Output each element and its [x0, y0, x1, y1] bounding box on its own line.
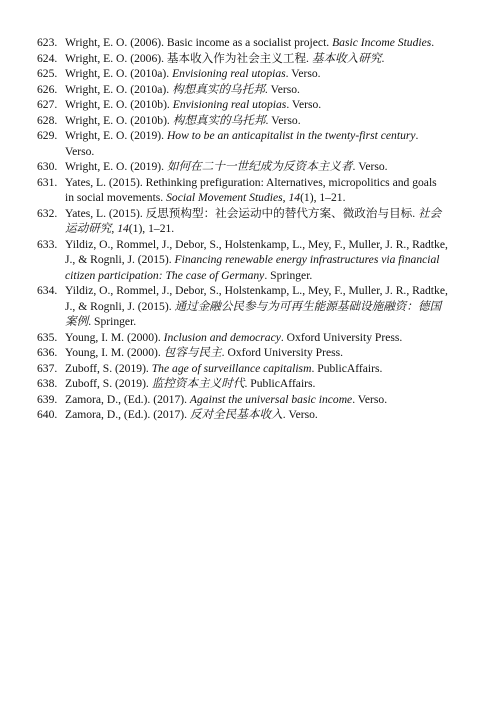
reference-number: 631.	[37, 175, 58, 189]
reference-number: 624.	[37, 51, 58, 65]
reference-entry	[37, 345, 448, 361]
reference-text	[65, 113, 448, 129]
reference-segment: . Verso.	[282, 408, 318, 421]
reference-segment: .	[431, 36, 435, 49]
reference-segment: Zuboff, S. (2019).	[65, 377, 152, 390]
reference-italic-segment: Against the universal basic income	[189, 392, 353, 406]
reference-segment: . Verso.	[352, 392, 388, 406]
reference-italic-segment: 社会运动研究	[65, 206, 442, 235]
reference-segment: Wright, E. O. (2006). Basic income as a socialist project.	[65, 36, 333, 49]
reference-segment: . PublicAffairs.	[311, 361, 383, 375]
reference-number: 629.	[37, 129, 58, 142]
reference-entry	[37, 237, 448, 284]
reference-number: 638.	[37, 377, 58, 390]
reference-segment: . Verso.	[65, 129, 419, 158]
reference-text	[65, 206, 448, 237]
reference-entry	[37, 206, 448, 237]
reference-italic-segment: Envisioning real utopias	[172, 98, 287, 111]
reference-segment: Yates, L. (2015). 反思预构型：社会运动中的替代方案、微政治与目标.	[65, 206, 419, 220]
reference-segment: (1), 1–21.	[300, 191, 346, 204]
reference-number: 623.	[37, 36, 58, 49]
reference-entry	[37, 159, 448, 175]
reference-italic-segment: 构想真实的乌托邦	[172, 82, 265, 96]
reference-entry	[37, 361, 448, 377]
reference-text	[65, 128, 448, 159]
reference-segment: Wright, E. O. (2019).	[65, 160, 167, 173]
reference-italic-segment: How to be an anticapitalist in the twenty-first century	[166, 129, 416, 142]
reference-entry	[37, 283, 448, 330]
reference-segment: Wright, E. O. (2010a).	[65, 67, 173, 80]
reference-italic-segment: 基本收入研究	[311, 51, 382, 65]
reference-segment: Zuboff, S. (2019).	[65, 361, 152, 375]
reference-italic-segment: 构想真实的乌托邦	[172, 113, 266, 127]
reference-segment: ,	[111, 222, 118, 235]
reference-italic-segment: 反对全民基本收入	[189, 408, 283, 421]
reference-entry	[37, 113, 448, 129]
reference-segment: Wright, E. O. (2019).	[65, 129, 167, 142]
reference-italic-segment: 包容与民主	[163, 346, 222, 359]
reference-entry	[37, 175, 448, 206]
reference-segment: Wright, E. O. (2010b).	[65, 113, 173, 127]
reference-segment: Yildiz, O., Rommel, J., Debor, S., Holstenkamp, L., Mey, F., Muller, J. R., Radtke, J., & Rognli, J. (2015).	[65, 284, 448, 313]
reference-number: 630.	[37, 160, 58, 173]
reference-text	[65, 159, 448, 175]
reference-text	[65, 330, 448, 346]
reference-segment: (1), 1–21.	[128, 222, 175, 235]
reference-list	[37, 35, 448, 423]
reference-segment: Wright, E. O. (2006). 基本收入作为社会主义工程.	[65, 51, 312, 65]
reference-text	[65, 392, 448, 408]
reference-entry	[37, 128, 448, 159]
reference-number: 632.	[37, 206, 58, 220]
reference-segment: Young, I. M. (2000).	[65, 330, 164, 344]
reference-segment: .	[381, 51, 385, 65]
reference-entry	[37, 330, 448, 346]
reference-segment: . Verso.	[352, 160, 388, 173]
reference-entry	[37, 392, 448, 408]
reference-segment: Young, I. M. (2000).	[65, 346, 164, 359]
reference-italic-segment: 14	[288, 191, 301, 204]
reference-segment: Zamora, D., (Ed.). (2017).	[65, 392, 190, 406]
reference-segment: Wright, E. O. (2010a).	[65, 82, 173, 96]
reference-text	[65, 237, 448, 284]
reference-text	[65, 345, 448, 361]
reference-entry	[37, 66, 448, 82]
reference-italic-segment: Basic Income Studies	[332, 36, 432, 49]
reference-segment: Yildiz, O., Rommel, J., Debor, S., Holstenkamp, L., Mey, F., Muller, J. R., Radtke, J., & Rognli, J. (2015).	[65, 237, 448, 266]
reference-italic-segment: 监控资本主义时代	[151, 377, 245, 390]
reference-number: 640.	[37, 408, 58, 421]
reference-italic-segment: Financing renewable energy infrastructures via financial citizen participation: The case of Germany	[65, 253, 440, 282]
reference-segment: . Springer.	[88, 315, 137, 328]
reference-entry	[37, 97, 448, 113]
reference-segment: . Verso.	[286, 98, 322, 111]
reference-entry	[37, 51, 448, 67]
reference-text	[65, 97, 448, 113]
reference-italic-segment: Inclusion and democracy	[163, 330, 281, 344]
reference-text	[65, 35, 448, 51]
reference-text	[65, 361, 448, 377]
reference-italic-segment: Social Movement Studies	[166, 191, 283, 204]
reference-text	[65, 66, 448, 82]
reference-number: 633.	[37, 237, 58, 251]
reference-segment: . Verso.	[264, 82, 300, 96]
reference-segment: . Verso.	[285, 67, 321, 80]
reference-segment: Zamora, D., (Ed.). (2017).	[65, 408, 190, 421]
reference-entry	[37, 407, 448, 423]
reference-number: 637.	[37, 361, 58, 375]
reference-segment: . Oxford University Press.	[280, 330, 403, 344]
reference-segment: . Oxford University Press.	[221, 346, 344, 359]
reference-segment: . Springer.	[264, 268, 313, 282]
reference-segment: Wright, E. O. (2010b).	[65, 98, 173, 111]
reference-segment: ,	[282, 191, 289, 204]
reference-number: 626.	[37, 82, 58, 96]
reference-entry	[37, 82, 448, 98]
reference-text	[65, 175, 448, 206]
reference-italic-segment: 通过金融公民参与为可再生能源基础设施融资：德国案例	[65, 299, 442, 328]
reference-number: 634.	[37, 284, 58, 297]
reference-number: 635.	[37, 330, 58, 344]
reference-text	[65, 376, 448, 392]
reference-text	[65, 407, 448, 423]
reference-segment: . Verso.	[265, 113, 301, 127]
reference-segment: Yates, L. (2015). Rethinking prefiguration: Alternatives, micropolitics and goals in social movements.	[65, 175, 437, 204]
reference-entry	[37, 35, 448, 51]
reference-italic-segment: Envisioning real utopias	[172, 67, 286, 80]
reference-number: 625.	[37, 67, 58, 80]
reference-segment: . PublicAffairs.	[244, 377, 316, 390]
reference-number: 636.	[37, 346, 58, 359]
reference-text	[65, 283, 448, 330]
reference-entry	[37, 376, 448, 392]
reference-italic-segment: 14	[117, 222, 129, 235]
reference-number: 628.	[37, 113, 58, 127]
reference-italic-segment: The age of surveillance capitalism	[151, 361, 312, 375]
reference-number: 627.	[37, 98, 58, 111]
reference-text	[65, 82, 448, 98]
reference-italic-segment: 如何在二十一世纪成为反资本主义者	[166, 160, 353, 173]
reference-number: 639.	[37, 392, 58, 406]
reference-text	[65, 51, 448, 67]
